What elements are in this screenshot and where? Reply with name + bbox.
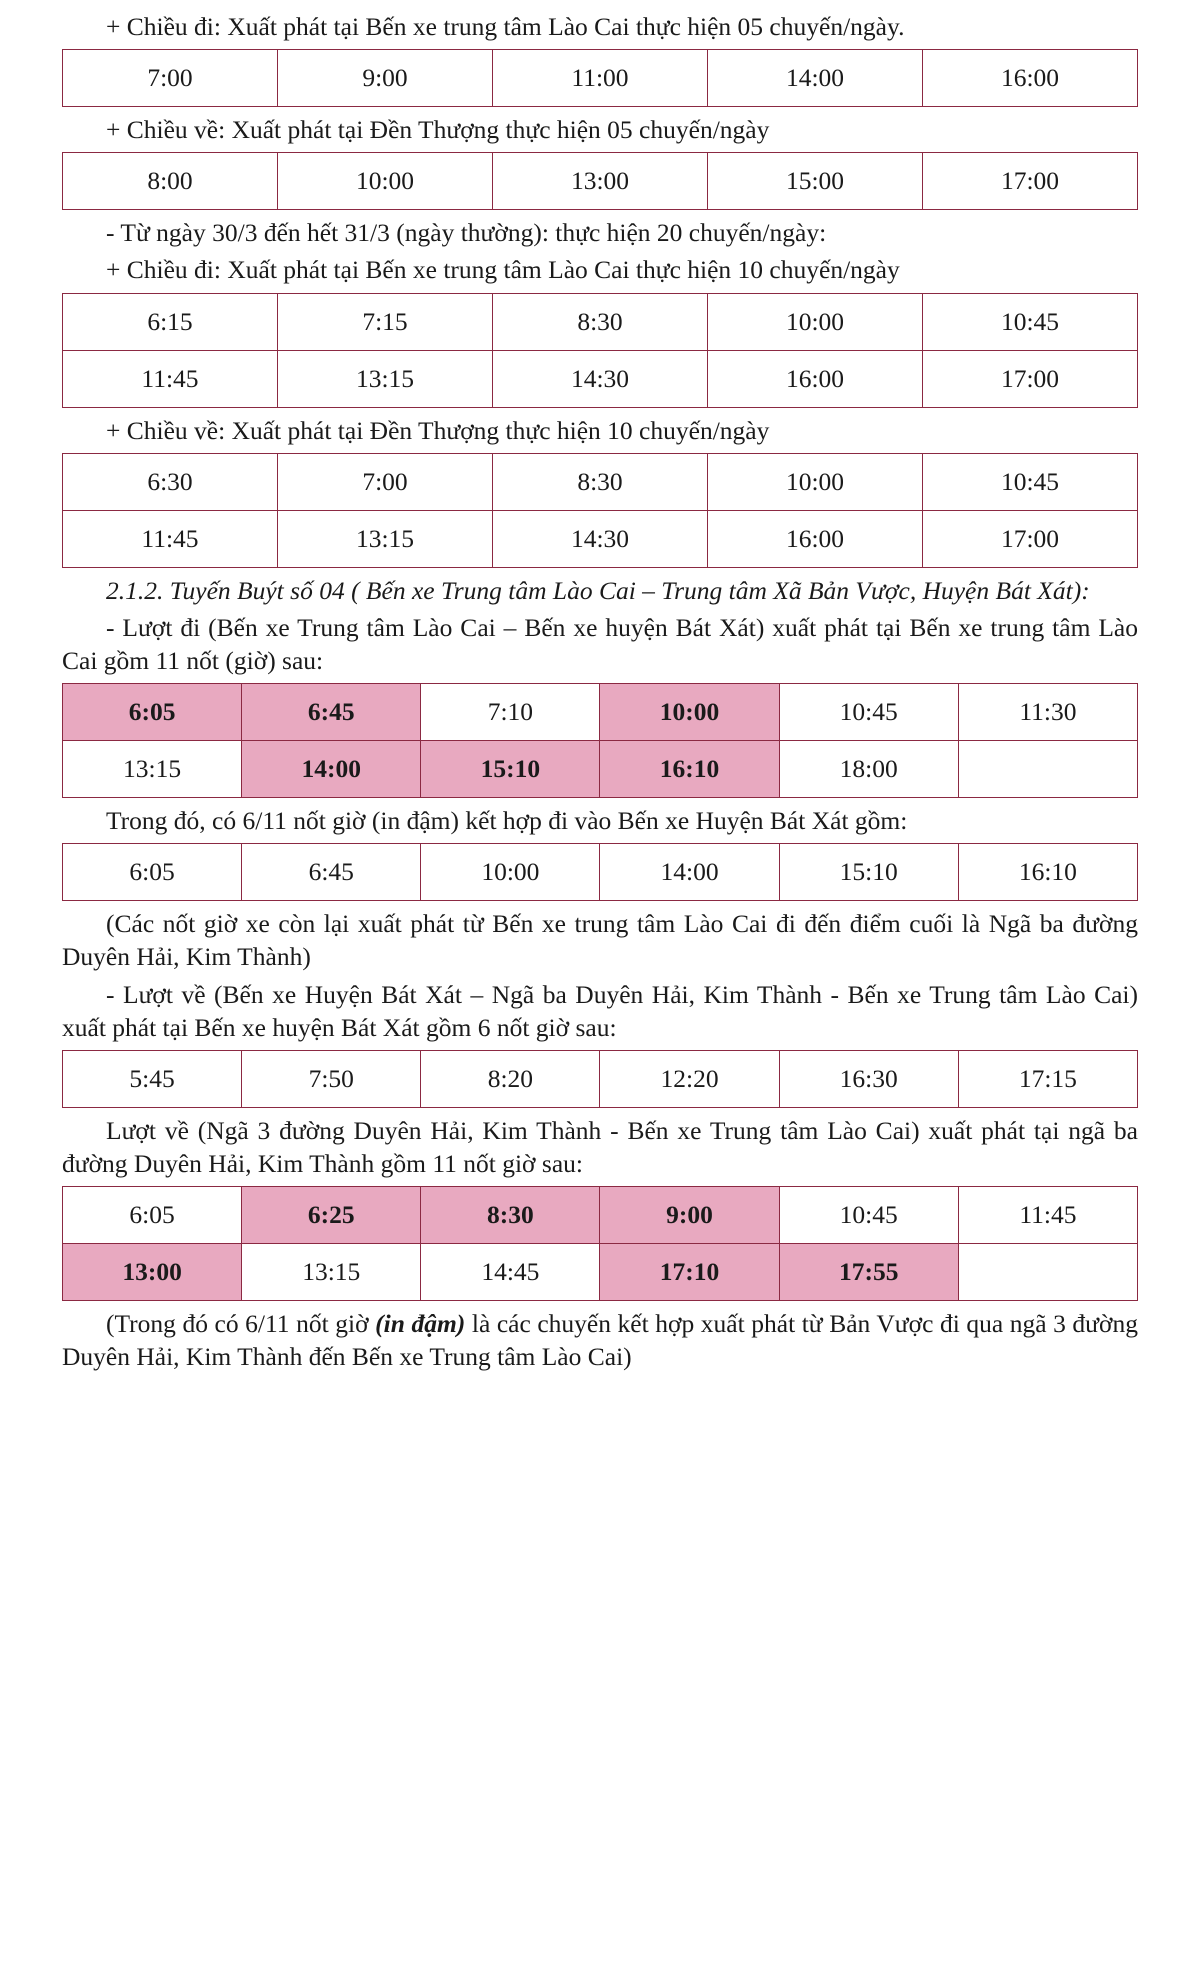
time-cell: 14:00: [708, 50, 923, 107]
time-cell: 9:00: [600, 1187, 779, 1244]
time-cell: 14:30: [493, 510, 708, 567]
time-cell: [958, 1244, 1137, 1301]
time-cell: [958, 741, 1137, 798]
time-cell: 10:00: [600, 684, 779, 741]
time-cell: 14:30: [493, 350, 708, 407]
time-cell: 8:20: [421, 1050, 600, 1107]
time-cell: 16:00: [708, 350, 923, 407]
time-cell: 17:00: [923, 510, 1138, 567]
section-heading-tuyen-buyt-04: 2.1.2. Tuyến Buýt số 04 ( Bến xe Trung tâm Lào Cai – Trung tâm Xã Bản Vược, Huyện Bát Xát):: [106, 575, 1090, 605]
paragraph-chieu-ve-10: + Chiều về: Xuất phát tại Đền Thượng thực hiện 10 chuyến/ngày: [106, 415, 770, 445]
time-cell: 14:00: [600, 844, 779, 901]
time-cell: 13:15: [63, 741, 242, 798]
time-cell: 10:45: [779, 684, 958, 741]
paragraph-trong-do-6-11: Trong đó, có 6/11 nốt giờ (in đậm) kết hợp đi vào Bến xe Huyện Bát Xát gồm:: [106, 806, 908, 836]
time-cell: 13:15: [278, 350, 493, 407]
time-cell: 10:45: [923, 293, 1138, 350]
time-cell: 15:00: [708, 153, 923, 210]
time-cell: 6:45: [242, 844, 421, 901]
table-row: [63, 350, 1138, 407]
schedule-table-2: [62, 152, 1138, 210]
schedule-table-1: [62, 49, 1138, 107]
table-row: [63, 50, 1138, 107]
note-text-in-dam: (in đậm): [375, 1309, 466, 1339]
paragraph-luot-ve-duyen-hai: Lượt về (Ngã 3 đường Duyên Hải, Kim Thành - Bến xe Trung tâm Lào Cai) xuất phát tại ngã ba đường Duyên Hải, Kim Thành gồm 11 nốt giờ sau:: [62, 1115, 1138, 1178]
time-cell: 17:55: [779, 1244, 958, 1301]
time-cell: 8:00: [63, 153, 278, 210]
time-cell: 17:00: [923, 153, 1138, 210]
time-cell: 16:00: [923, 50, 1138, 107]
time-cell: 10:00: [708, 453, 923, 510]
time-cell: 14:00: [242, 741, 421, 798]
time-cell: 10:00: [708, 293, 923, 350]
time-cell: 8:30: [493, 453, 708, 510]
table-row: [63, 1050, 1138, 1107]
time-cell: 7:00: [63, 50, 278, 107]
table-row: [63, 153, 1138, 210]
table-row: [63, 684, 1138, 741]
table-row: [63, 844, 1138, 901]
paragraph-chieu-di-05: + Chiều đi: Xuất phát tại Bến xe trung tâm Lào Cai thực hiện 05 chuyến/ngày.: [106, 12, 905, 41]
time-cell: 7:00: [278, 453, 493, 510]
time-cell: 15:10: [779, 844, 958, 901]
time-cell: 10:00: [421, 844, 600, 901]
time-cell: 10:00: [278, 153, 493, 210]
time-cell: 17:15: [958, 1050, 1137, 1107]
time-cell: 6:30: [63, 453, 278, 510]
paragraph-trong-do-in-dam: [62, 1307, 1138, 1373]
time-cell: 9:00: [278, 50, 493, 107]
schedule-table-7: [62, 1050, 1138, 1108]
time-cell: 6:05: [63, 1187, 242, 1244]
paragraph-chieu-ve-05: + Chiều về: Xuất phát tại Đền Thượng thực hiện 05 chuyến/ngày: [106, 115, 770, 145]
time-cell: 16:00: [708, 510, 923, 567]
schedule-table-4: [62, 453, 1138, 568]
time-cell: 11:45: [958, 1187, 1137, 1244]
note-text-part3: là các chuyến kết hợp xuất phát từ Bản Vược đi qua ngã 3 đường Duyên Hải, Kim Thành đến Bến xe Trung tâm Lào Cai): [62, 1309, 1138, 1372]
time-cell: 18:00: [779, 741, 958, 798]
time-cell: 11:45: [63, 350, 278, 407]
time-cell: 5:45: [63, 1050, 242, 1107]
schedule-table-5: [62, 683, 1138, 798]
time-cell: 7:50: [242, 1050, 421, 1107]
time-cell: 10:45: [923, 453, 1138, 510]
time-cell: 13:00: [493, 153, 708, 210]
time-cell: 13:15: [242, 1244, 421, 1301]
time-cell: 11:45: [63, 510, 278, 567]
time-cell: 12:20: [600, 1050, 779, 1107]
paragraph-tu-ngay-30-3: - Từ ngày 30/3 đến hết 31/3 (ngày thường): thực hiện 20 chuyến/ngày:: [106, 218, 827, 248]
time-cell: 17:10: [600, 1244, 779, 1301]
time-cell: 13:15: [278, 510, 493, 567]
table-row: [63, 293, 1138, 350]
time-cell: 6:15: [63, 293, 278, 350]
time-cell: 17:00: [923, 350, 1138, 407]
table-row: [63, 1187, 1138, 1244]
time-cell: 7:10: [421, 684, 600, 741]
time-cell: 8:30: [421, 1187, 600, 1244]
table-row: [63, 453, 1138, 510]
schedule-table-8: [62, 1186, 1138, 1301]
time-cell: 13:00: [63, 1244, 242, 1301]
time-cell: 11:00: [493, 50, 708, 107]
time-cell: 11:30: [958, 684, 1137, 741]
table-row: [63, 510, 1138, 567]
time-cell: 14:45: [421, 1244, 600, 1301]
time-cell: 16:30: [779, 1050, 958, 1107]
schedule-table-6: [62, 843, 1138, 901]
time-cell: 6:05: [63, 844, 242, 901]
paragraph-luot-di: - Lượt đi (Bến xe Trung tâm Lào Cai – Bến xe huyện Bát Xát) xuất phát tại Bến xe trung tâm Lào Cai gồm 11 nốt (giờ) sau:: [62, 612, 1138, 675]
time-cell: 6:05: [63, 684, 242, 741]
time-cell: 16:10: [600, 741, 779, 798]
paragraph-chieu-di-10: + Chiều đi: Xuất phát tại Bến xe trung tâm Lào Cai thực hiện 10 chuyến/ngày: [106, 255, 900, 285]
table-row: [63, 1244, 1138, 1301]
time-cell: 10:45: [779, 1187, 958, 1244]
time-cell: 7:15: [278, 293, 493, 350]
time-cell: 15:10: [421, 741, 600, 798]
paragraph-cac-not-gio-con-lai: (Các nốt giờ xe còn lại xuất phát từ Bến xe trung tâm Lào Cai đi đến điểm cuối là Ngã ba đường Duyên Hải, Kim Thành): [62, 909, 1138, 972]
time-cell: 8:30: [493, 293, 708, 350]
time-cell: 6:45: [242, 684, 421, 741]
table-row: [63, 741, 1138, 798]
time-cell: 16:10: [958, 844, 1137, 901]
note-text-part1: (Trong đó có 6/11 nốt giờ: [106, 1309, 376, 1339]
schedule-table-3: [62, 293, 1138, 408]
paragraph-luot-ve-bat-xat: - Lượt về (Bến xe Huyện Bát Xát – Ngã ba Duyên Hải, Kim Thành - Bến xe Trung tâm Lào Cai) xuất phát tại Bến xe huyện Bát Xát gồm 6 nốt giờ sau:: [62, 979, 1138, 1042]
time-cell: 6:25: [242, 1187, 421, 1244]
